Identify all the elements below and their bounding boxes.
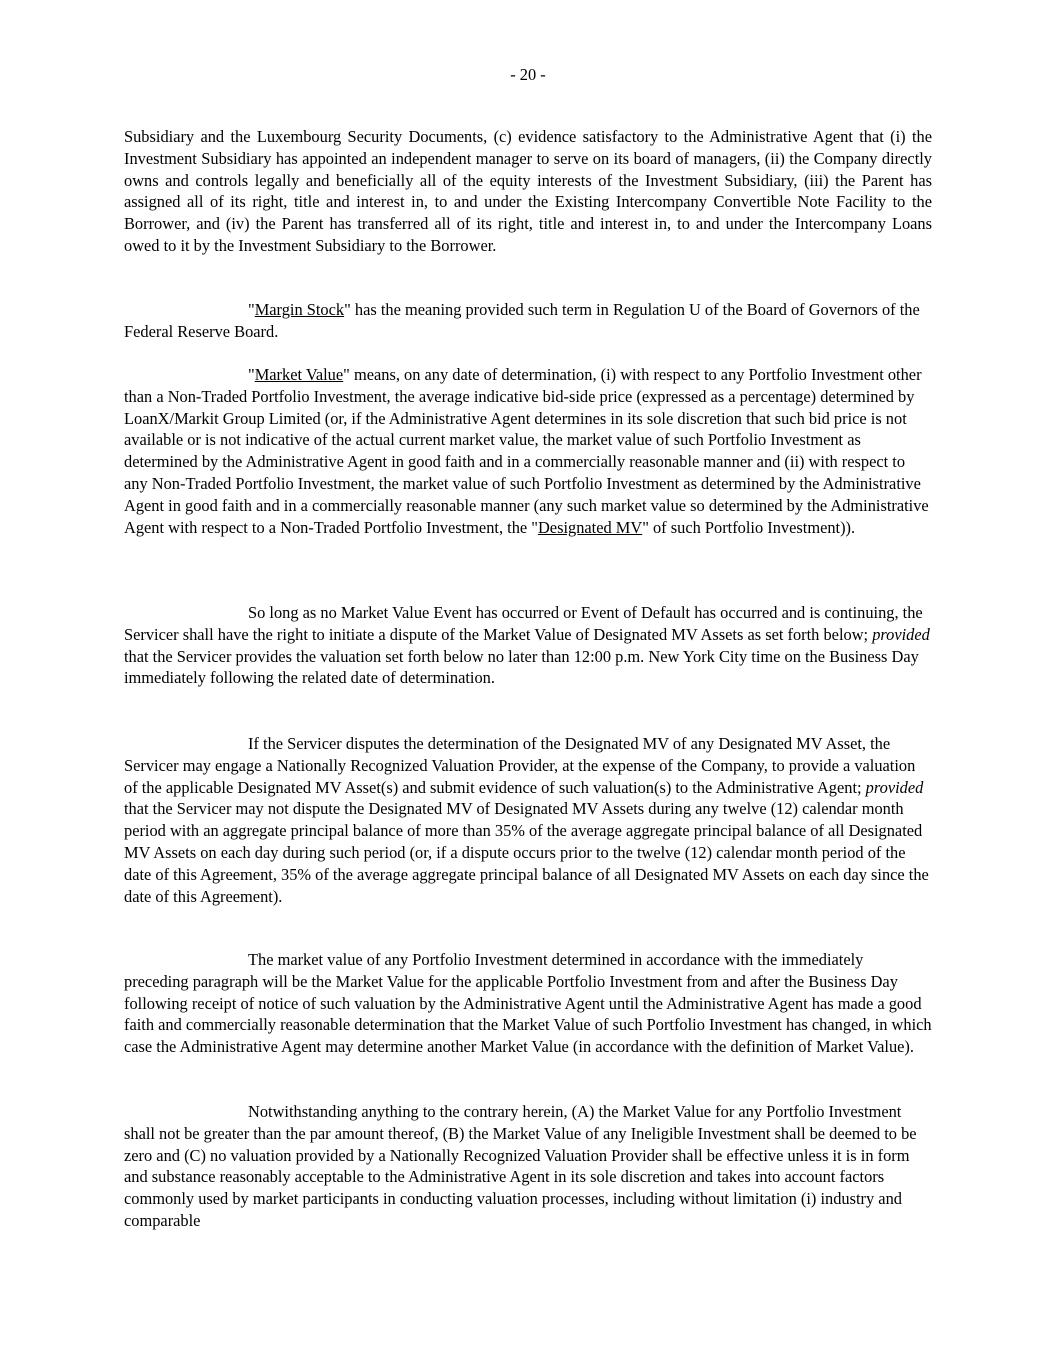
paragraph-dispute-process: [124, 733, 932, 907]
emphasis-provided: provided: [872, 624, 930, 644]
defined-term: Market Value: [254, 365, 344, 384]
paragraph-text: If the Servicer disputes the determination of the Designated MV of any Designated MV Asset, the Servicer may engage a Nationally Recognized Valuation Provider, at the expense of the Company, to provide a valuation of the applicable Designated MV Asset(s) and submit evidence of such valuation(s) to the Administrative Agent;: [124, 734, 916, 797]
quote-open: ": [248, 365, 255, 384]
definition-text-end: " of such Portfolio Investment)).: [642, 517, 856, 537]
emphasis-provided: provided: [865, 777, 924, 797]
quote-open: ": [248, 300, 255, 319]
paragraph-text: So long as no Market Value Event has occurred or Event of Default has occurred and is continuing, the Servicer shall have the right to initiate a dispute of the Market Value of Designated MV Assets as set forth below;: [124, 603, 923, 644]
paragraph-text: Notwithstanding anything to the contrary herein, (A) the Market Value for any Portfolio Investment shall not be greater than the par amount thereof, (B) the Market Value of any Ineligible Investment shall be deemed to be zero and (C) no valuation provided by a Nationally Recognized Valuation Provider shall be effective unless it is in form and substance reasonably acceptable to the Administrative Agent in its sole discretion and takes into account factors commonly used by market participants in conducting valuation processes, including without limitation (i) industry and comparable: [124, 1102, 917, 1230]
definition-text: " has the meaning provided such term in Regulation U of the Board of Governors of the Federal Reserve Board.: [124, 300, 920, 341]
page-number: - 20 -: [510, 65, 546, 84]
defined-term-designated-mv: Designated MV: [537, 517, 643, 537]
definition-market-value: [124, 364, 932, 538]
defined-term: Margin Stock: [254, 300, 345, 319]
paragraph-market-value-effect: [124, 949, 932, 1058]
paragraph-continuation: [124, 126, 932, 257]
definition-text: " means, on any date of determination, (i) with respect to any Portfolio Investment other than a Non-Traded Portfolio Investment, the average indicative bid-side price (expressed as a percentage) determined by LoanX/Markit Group Limited (or, if the Administrative Agent determines in its sole discretion that such bid price is not available or is not indicative of the actual current market value, the market value of such Portfolio Investment as determined by the Administrative Agent in good faith and in a commercially reasonable manner and (ii) with respect to any Non-Traded Portfolio Investment, the market value of such Portfolio Investment as determined by the Administrative Agent in good faith and in a commercially reasonable manner (any such market value so determined by the Administrative Agent with respect to a Non-Traded Portfolio Investment, the ": [124, 365, 929, 537]
paragraph-text-end: that the Servicer provides the valuation set forth below no later than 12:00 p.m. New York City time on the Business Day immediately following the related date of determination.: [124, 646, 919, 688]
paragraph-text-end: that the Servicer may not dispute the Designated MV of Designated MV Assets during any twelve (12) calendar month period with an aggregate principal balance of more than 35% of the average aggregate principal balance of all Designated MV Assets on each day during such period (or, if a dispute occurs prior to the twelve (12) calendar month period of the date of this Agreement, 35% of the average aggregate principal balance of all Designated MV Assets on each day since the date of this Agreement).: [124, 799, 929, 906]
definition-margin-stock: [124, 299, 932, 343]
paragraph-notwithstanding: [124, 1101, 932, 1232]
paragraph-text: Subsidiary and the Luxembourg Security Documents, (c) evidence satisfactory to the Administrative Agent that (i) the Investment Subsidiary has appointed an independent manager to serve on its board of managers, (ii) the Company directly owns and controls legally and beneficially all of the equity interests of the Investment Subsidiary, (iii) the Parent has assigned all of its right, title and interest in, to and under the Existing Intercompany Convertible Note Facility to the Borrower, and (iv) the Parent has transferred all of its right, title and interest in, to and under the Intercompany Loans owed to it by the Investment Subsidiary to the Borrower.: [124, 127, 932, 255]
paragraph-text: The market value of any Portfolio Investment determined in accordance with the immediately preceding paragraph will be the Market Value for the applicable Portfolio Investment from and after the Business Day following receipt of notice of such valuation by the Administrative Agent until the Administrative Agent has made a good faith and commercially reasonable determination that the Market Value of such Portfolio Investment has changed, in which case the Administrative Agent may determine another Market Value (in accordance with the definition of Market Value).: [124, 950, 932, 1057]
paragraph-dispute-right: [124, 602, 932, 689]
